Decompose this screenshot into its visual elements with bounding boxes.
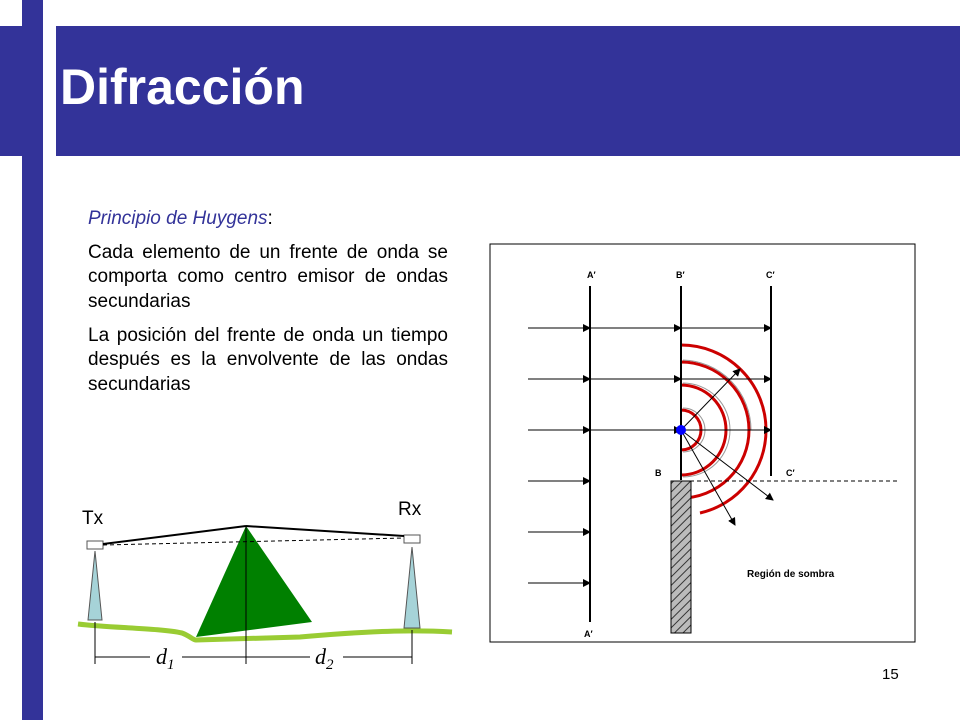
secondary-source-point	[676, 425, 686, 435]
label-a-bottom: A′	[584, 629, 593, 639]
label-c-mid: C′	[786, 468, 795, 478]
d1-subscript: 1	[167, 657, 175, 673]
d1-letter: d	[156, 644, 167, 669]
label-b: B	[655, 468, 662, 478]
label-c-top: C′	[766, 270, 775, 280]
shadow-region-label: Región de sombra	[747, 569, 835, 580]
label-b-top: B′	[676, 270, 685, 280]
label-a-top: A′	[587, 270, 596, 280]
rx-label: Rx	[398, 499, 422, 520]
slide-title: Difracción	[60, 59, 305, 115]
obstacle-screen	[671, 481, 691, 633]
paragraph-1: Cada elemento de un frente de onda se comporta como centro emisor de ondas secundarias	[88, 241, 448, 313]
page-number: 15	[882, 666, 899, 683]
heading-colon: :	[267, 208, 273, 229]
heading: Principio de Huygens	[88, 208, 268, 229]
huygens-frame	[490, 244, 915, 642]
d2-subscript: 2	[326, 657, 334, 673]
paragraph-2: La posición del frente de onda un tiempo después es la envolvente de las ondas secundarias	[88, 324, 448, 396]
tx-label: Tx	[82, 508, 104, 529]
d2-letter: d	[315, 644, 326, 669]
